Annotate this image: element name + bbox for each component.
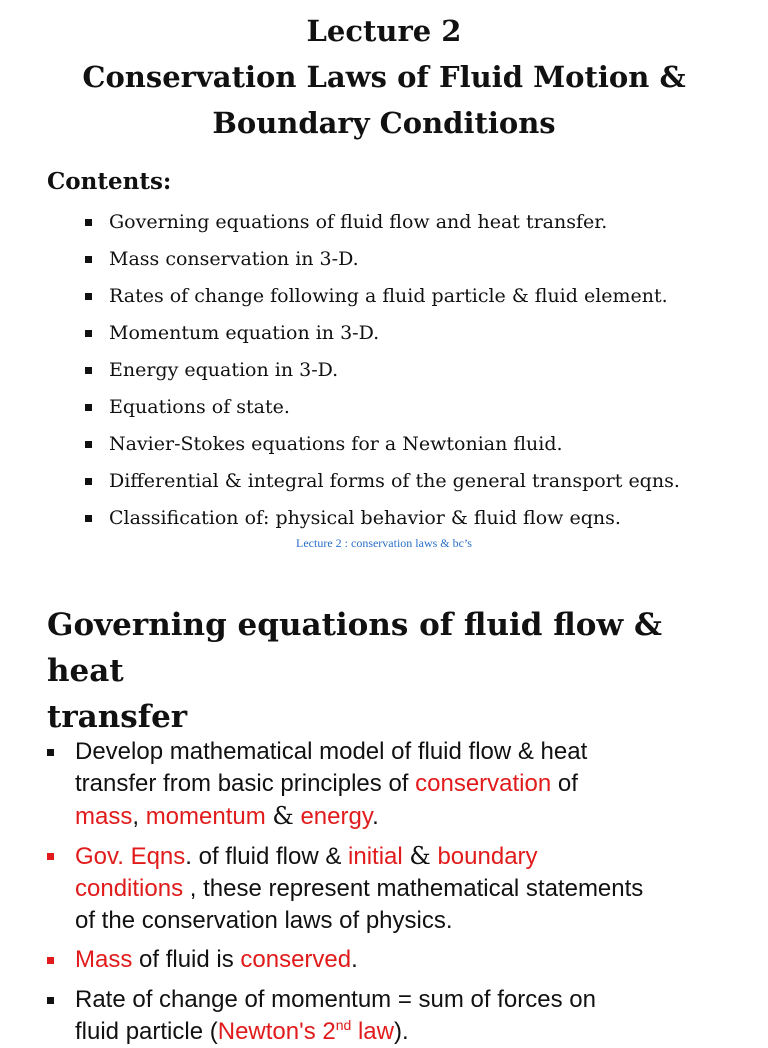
bullet-mass-conserved [75,944,735,976]
bullet-gov-eqns [75,840,735,937]
highlight-conditions: conditions [75,875,184,902]
list-item-text: Rates of change following a fluid particle & fluid element. [109,285,668,307]
text-run: , [132,803,146,830]
highlight-conservation: conservation [415,770,552,797]
text-run: of [551,770,578,797]
ampersand: & [272,802,294,830]
list-item-text: Mass conservation in 3-D. [109,248,359,270]
list-item-text: Energy equation in 3-D. [109,359,339,381]
text-run: . [351,946,358,973]
heading-line-2: transfer [47,699,188,735]
highlight-boundary: boundary [437,843,538,870]
list-item-text: Classification of: physical behavior & fluid flow eqns. [109,507,621,529]
square-bullet-icon [85,367,92,374]
square-bullet-icon [85,256,92,263]
bullet-gov-line-1 [75,840,735,873]
highlight-momentum: momentum [145,803,266,830]
title-line-1: Lecture 2 [306,14,462,48]
bullet-momentum-line-1: Rate of change of momentum = sum of forces on [75,986,596,1013]
list-item [83,463,680,500]
bullet-gov-line-3: of the conservation laws of physics. [75,907,453,934]
square-bullet-icon [85,219,92,226]
bullet-mass-line [75,944,735,976]
highlight-newton-law [218,1018,394,1045]
list-item-text: Navier-Stokes equations for a Newtonian fluid. [109,433,563,455]
text-run: . of fluid flow & [185,843,349,870]
list-item [83,426,680,463]
title-line-2: Conservation Laws of Fluid Motion & [82,60,686,94]
list-item [83,241,680,278]
square-bullet-icon [85,293,92,300]
square-bullet-icon [85,404,92,411]
text-run: fluid particle ( [75,1018,218,1045]
heading-line-1: Governing equations of fluid flow & heat [47,607,662,689]
list-item [83,204,680,241]
list-item [83,389,680,426]
square-bullet-icon [47,997,54,1004]
text-run: . [372,803,379,830]
list-item-text: Governing equations of fluid flow and heat transfer. [109,211,608,233]
text-run: transfer from basic principles of [75,770,416,797]
highlight-energy: energy [300,803,373,830]
highlight-conserved: conserved [240,946,352,973]
lecture-title [0,8,768,146]
text-run: of fluid is [132,946,241,973]
bullet-model [75,736,735,833]
list-item-text: Differential & integral forms of the general transport eqns. [109,470,680,492]
text-run: Newton's 2 [217,1018,336,1045]
highlight-gov-eqns: Gov. Eqns [75,843,186,870]
slide-governing-equations [0,580,768,1045]
square-bullet-icon [47,853,54,860]
square-bullet-icon [47,957,54,964]
bullet-momentum-line-2 [75,1016,735,1048]
slide-footer-label: Lecture 2 : conservation laws & bc’s [296,536,472,550]
square-bullet-icon [85,478,92,485]
highlight-mass-word: Mass [75,946,133,973]
list-item [83,352,680,389]
list-item-text: Equations of state. [109,396,290,418]
highlight-mass: mass [75,803,133,830]
bullet-gov-line-2 [75,873,735,905]
square-bullet-icon [85,441,92,448]
title-line-3: Boundary Conditions [212,106,556,140]
text-run: ). [393,1018,409,1045]
square-bullet-icon [47,749,54,756]
bullet-model-line-2 [75,768,735,800]
bullet-model-line-3 [75,800,735,833]
superscript: nd [335,1017,352,1033]
list-item [83,278,680,315]
square-bullet-icon [85,515,92,522]
ampersand: & [409,842,431,870]
contents-list [83,204,680,537]
square-bullet-icon [85,330,92,337]
list-item [83,315,680,352]
list-item-text: Momentum equation in 3-D. [109,322,380,344]
text-run: , these represent mathematical statements [183,875,644,902]
contents-heading: Contents: [47,168,172,195]
section-heading [47,602,747,740]
bullet-model-line-1: Develop mathematical model of fluid flow & heat [75,738,588,765]
list-item [83,500,680,537]
highlight-initial: initial [348,843,403,870]
text-run: law [351,1018,394,1045]
bullet-momentum-rate [75,984,735,1048]
